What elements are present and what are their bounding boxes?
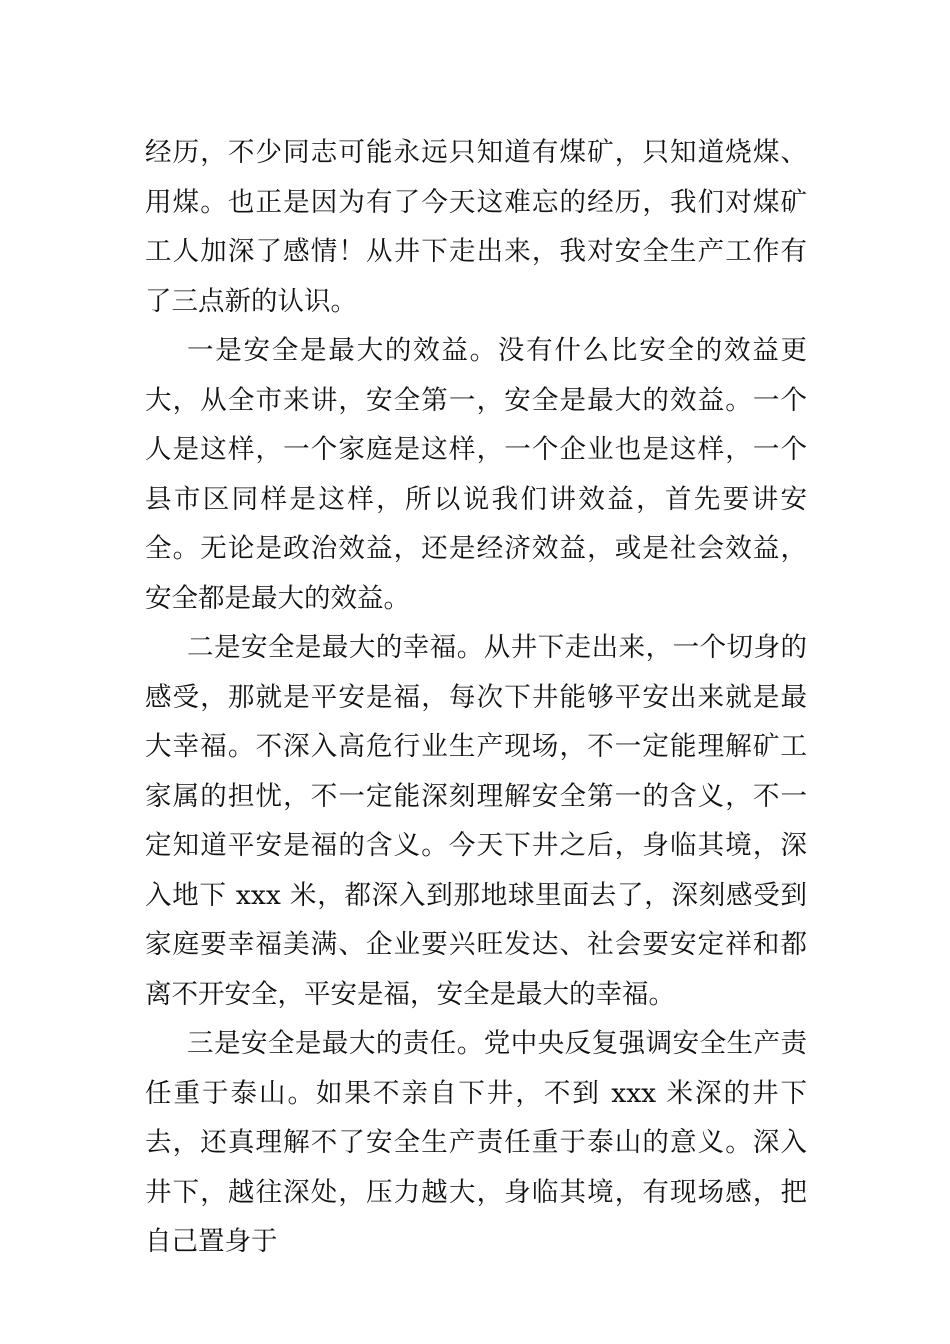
paragraph-safety-happiness: 二是安全是最大的幸福。从井下走出来，一个切身的感受，那就是平安是福，每次下井能够平安出来就是最大幸福。不深入高危行业生产现场，不一定能理解矿工家属的担忧，不一定能深刻理解安全第一的含义，不一定知道平安是福的含义。今天下井之后，身临其境，深入地下 xxx 米，都深入到那地球里面去了，深刻感受到家庭要幸福美满、企业要兴旺发达、社会要安定祥和都离不开安全，平安是福，安全是最大的幸福。 bbox=[145, 632, 807, 1010]
paragraph-safety-responsibility: 三是安全是最大的责任。党中央反复强调安全生产责任重于泰山。如果不亲自下井，不到 xxx 米深的井下去，还真理解不了安全生产责任重于泰山的意义。深入井下，越往深处，压力越大，身临其境，有现场感，把自己置身于 bbox=[145, 1028, 807, 1257]
document-body bbox=[145, 128, 807, 1267]
paragraph-safety-benefit: 一是安全是最大的效益。没有什么比安全的效益更大，从全市来讲，安全第一，安全是最大的效益。一个人是这样，一个家庭是这样，一个企业也是这样，一个县市区同样是这样，所以说我们讲效益，首先要讲安全。无论是政治效益，还是经济效益，或是社会效益，安全都是最大的效益。 bbox=[145, 335, 807, 614]
paragraph-continuation: 经历，不少同志可能永远只知道有煤矿，只知道烧煤、用煤。也正是因为有了今天这难忘的经历，我们对煤矿工人加深了感情！从井下走出来，我对安全生产工作有了三点新的认识。 bbox=[145, 137, 807, 317]
